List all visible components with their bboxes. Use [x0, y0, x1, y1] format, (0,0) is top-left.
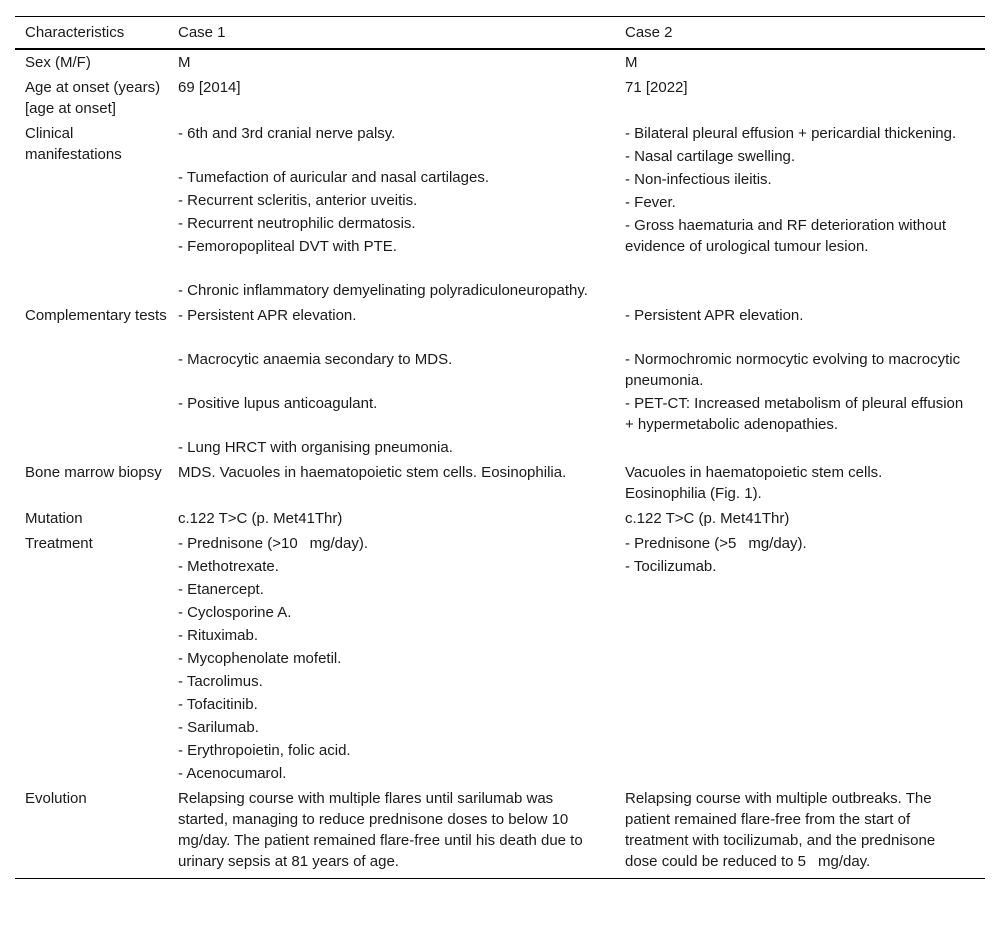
case-1-cell [168, 49, 615, 75]
table-header [15, 17, 985, 50]
cell-line: - Persistent APR elevation. [625, 307, 804, 324]
case-2-cell [615, 49, 985, 75]
cell-line: 69 [2014] [178, 79, 241, 96]
cell-line: - Erythropoietin, folic acid. [178, 742, 351, 759]
table-row [15, 75, 985, 121]
cell-line: 71 [2022] [625, 79, 688, 96]
row-label: Bone marrow biopsy [25, 464, 162, 481]
cell-line: c.122 T>C (p. Met41Thr) [178, 510, 343, 527]
case-1-cell [168, 460, 615, 506]
table-row [15, 506, 985, 531]
table-body [15, 49, 985, 879]
cell-line: MDS. Vacuoles in haematopoietic stem cells. Eosinophilia. [178, 464, 567, 481]
cell-line: - Acenocumarol. [178, 765, 287, 782]
case-2-cell [615, 786, 985, 879]
row-label: Complementary tests [25, 307, 167, 324]
case-2-cell [615, 75, 985, 121]
cell-line: - Mycophenolate mofetil. [178, 650, 342, 667]
cell-line: - Etanercept. [178, 581, 264, 598]
cell-line: - Positive lupus anticoagulant. [178, 395, 378, 412]
cell-line: - Recurrent neutrophilic dermatosis. [178, 215, 416, 232]
characteristics-table [15, 16, 985, 879]
table-row [15, 460, 985, 506]
case-2-cell [615, 121, 985, 303]
cell-line: - PET-CT: Increased metabolism of pleural effusion + hypermetabolic adenopathies. [625, 395, 964, 433]
row-label: Mutation [25, 510, 83, 527]
cell-line: Relapsing course with multiple outbreaks. The patient remained flare-free from the start of treatment with tocilizumab, and the prednisone dose could be reduced to 5 mg/day. [625, 790, 936, 870]
case-2-cell [615, 460, 985, 506]
header-row [15, 17, 985, 50]
cell-line: - Cyclosporine A. [178, 604, 292, 621]
table-row [15, 786, 985, 879]
characteristics-table-container [15, 16, 985, 879]
cell-line: - Persistent APR elevation. [178, 307, 357, 324]
cell-line: - Nasal cartilage swelling. [625, 148, 796, 165]
cell-line: - Tocilizumab. [625, 558, 717, 575]
cell-line: - Bilateral pleural effusion + pericardial thickening. [625, 125, 957, 142]
cell-line: - Normochromic normocytic evolving to macrocytic pneumonia. [625, 351, 961, 389]
cell-line: - Tacrolimus. [178, 673, 263, 690]
cell-line: - Rituximab. [178, 627, 259, 644]
case-1-cell [168, 121, 615, 303]
cell-line: - Gross haematuria and RF deterioration without evidence of urological tumour lesion. [625, 217, 946, 255]
case-2-cell [615, 531, 985, 786]
case-1-cell [168, 75, 615, 121]
cell-line: - Prednisone (>5 mg/day). [625, 535, 807, 552]
cell-line: - Prednisone (>10 mg/day). [178, 535, 369, 552]
cell-line: - Fever. [625, 194, 676, 211]
row-label: Treatment [25, 535, 93, 552]
table-row [15, 531, 985, 786]
table-row [15, 49, 985, 75]
case-1-cell [168, 531, 615, 786]
row-label: Age at onset (years) [age at onset] [25, 79, 161, 117]
cell-line: - Femoropopliteal DVT with PTE. [178, 238, 397, 255]
case-1-cell [168, 786, 615, 879]
cell-line: - Chronic inflammatory demyelinating polyradiculoneuropathy. [178, 282, 588, 299]
cell-line: - Non-infectious ileitis. [625, 171, 772, 188]
row-label: Evolution [25, 790, 87, 807]
header-case-2: Case 2 [625, 24, 673, 41]
row-label: Sex (M/F) [25, 54, 91, 71]
cell-line: - Lung HRCT with organising pneumonia. [178, 439, 453, 456]
cell-line: - Tumefaction of auricular and nasal cartilages. [178, 169, 489, 186]
cell-line: c.122 T>C (p. Met41Thr) [625, 510, 790, 527]
case-2-cell [615, 506, 985, 531]
cell-line: - Tofacitinib. [178, 696, 258, 713]
table-row [15, 303, 985, 460]
case-1-cell [168, 303, 615, 460]
cell-line: - Recurrent scleritis, anterior uveitis. [178, 192, 418, 209]
cell-line: - Methotrexate. [178, 558, 279, 575]
table-row [15, 121, 985, 303]
case-1-cell [168, 506, 615, 531]
header-case-1: Case 1 [178, 24, 226, 41]
cell-line: M [178, 54, 191, 71]
cell-line: Vacuoles in haematopoietic stem cells. Eosinophilia (Fig. 1). [625, 464, 883, 502]
cell-line: Relapsing course with multiple flares until sarilumab was started, managing to reduce prednisone doses to below 10 mg/day. The patient remained flare-free until his death due to urinary sepsis at 81 years of age. [178, 790, 583, 870]
cell-line: - 6th and 3rd cranial nerve palsy. [178, 125, 396, 142]
row-label: Clinical manifestations [25, 125, 122, 163]
case-2-cell [615, 303, 985, 460]
cell-line: - Macrocytic anaemia secondary to MDS. [178, 351, 453, 368]
header-characteristics: Characteristics [25, 24, 125, 41]
cell-line: M [625, 54, 638, 71]
cell-line: - Sarilumab. [178, 719, 259, 736]
